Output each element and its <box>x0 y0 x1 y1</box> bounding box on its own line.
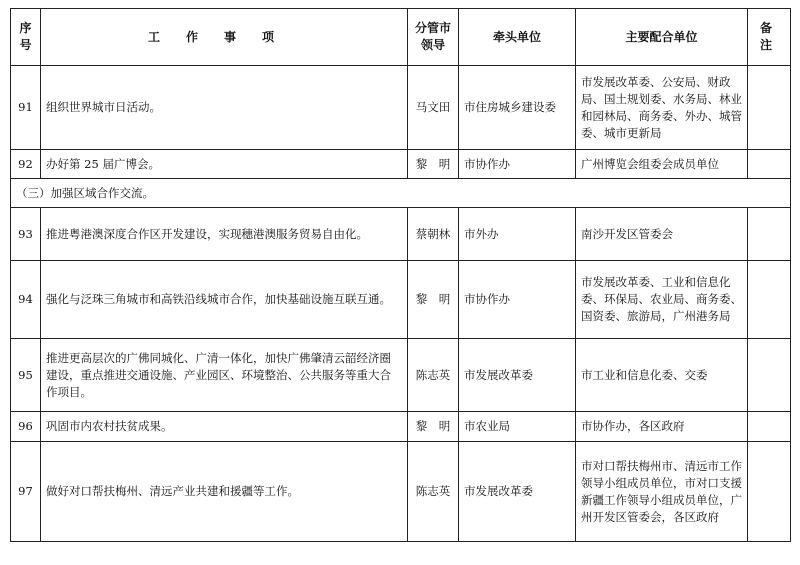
row-lead-unit: 市农业局 <box>459 412 576 442</box>
row-task: 强化与泛珠三角城市和高铁沿线城市合作，加快基础设施互联互通。 <box>41 261 408 339</box>
row-leader: 黎 明 <box>408 150 459 179</box>
row-number: 96 <box>11 412 41 442</box>
table-row <box>11 150 791 179</box>
row-lead-unit: 市协作办 <box>459 150 576 179</box>
table-row <box>11 442 791 542</box>
header-partners: 主要配合单位 <box>576 9 748 66</box>
row-lead-unit: 市发展改革委 <box>459 442 576 542</box>
header-note: 备注 <box>748 9 791 66</box>
header-seq: 序号 <box>11 9 41 66</box>
header-lead-unit: 牵头单位 <box>459 9 576 66</box>
header-leader: 分管市领导 <box>408 9 459 66</box>
table-row <box>11 412 791 442</box>
row-task: 组织世界城市日活动。 <box>41 66 408 150</box>
row-partners: 市发展改革委、公安局、财政局、国土规划委、水务局、林业和园林局、商务委、外办、城管委、城市更新局 <box>576 66 748 150</box>
section-heading: （三）加强区域合作交流。 <box>11 179 791 208</box>
table-row <box>11 261 791 339</box>
header-row <box>11 9 791 66</box>
row-note <box>748 150 791 179</box>
header-task: 工作事项 <box>41 9 408 66</box>
row-partners: 市协作办，各区政府 <box>576 412 748 442</box>
row-partners: 市发展改革委、工业和信息化委、环保局、农业局、商务委、国资委、旅游局，广州港务局 <box>576 261 748 339</box>
row-leader: 马文田 <box>408 66 459 150</box>
row-task: 做好对口帮扶梅州、清远产业共建和援疆等工作。 <box>41 442 408 542</box>
row-lead-unit: 市发展改革委 <box>459 339 576 412</box>
row-partners: 市对口帮扶梅州市、清远市工作领导小组成员单位，市对口支援新疆工作领导小组成员单位，广州开发区管委会，各区政府 <box>576 442 748 542</box>
row-number: 95 <box>11 339 41 412</box>
row-task: 巩固市内农村扶贫成果。 <box>41 412 408 442</box>
row-partners: 南沙开发区管委会 <box>576 208 748 261</box>
row-leader: 陈志英 <box>408 339 459 412</box>
row-leader: 黎 明 <box>408 412 459 442</box>
row-number: 93 <box>11 208 41 261</box>
work-items-table <box>10 8 791 542</box>
row-lead-unit: 市协作办 <box>459 261 576 339</box>
row-task: 推进粤港澳深度合作区开发建设，实现穗港澳服务贸易自由化。 <box>41 208 408 261</box>
row-note <box>748 339 791 412</box>
document-page <box>10 8 790 542</box>
row-note <box>748 261 791 339</box>
row-note <box>748 208 791 261</box>
row-task: 推进更高层次的广佛同城化、广清一体化，加快广佛肇清云韶经济圈建设，重点推进交通设施、产业园区、环境整治、公共服务等重大合作项目。 <box>41 339 408 412</box>
table-row <box>11 66 791 150</box>
row-note <box>748 66 791 150</box>
row-number: 91 <box>11 66 41 150</box>
row-partners: 市工业和信息化委、交委 <box>576 339 748 412</box>
table-row <box>11 208 791 261</box>
row-leader: 蔡朝林 <box>408 208 459 261</box>
row-lead-unit: 市外办 <box>459 208 576 261</box>
row-partners: 广州博览会组委会成员单位 <box>576 150 748 179</box>
row-leader: 陈志英 <box>408 442 459 542</box>
row-number: 97 <box>11 442 41 542</box>
row-leader: 黎 明 <box>408 261 459 339</box>
table-row <box>11 339 791 412</box>
row-number: 92 <box>11 150 41 179</box>
row-note <box>748 412 791 442</box>
row-number: 94 <box>11 261 41 339</box>
row-lead-unit: 市住房城乡建设委 <box>459 66 576 150</box>
row-note <box>748 442 791 542</box>
row-task: 办好第 25 届广博会。 <box>41 150 408 179</box>
section-row <box>11 179 791 208</box>
